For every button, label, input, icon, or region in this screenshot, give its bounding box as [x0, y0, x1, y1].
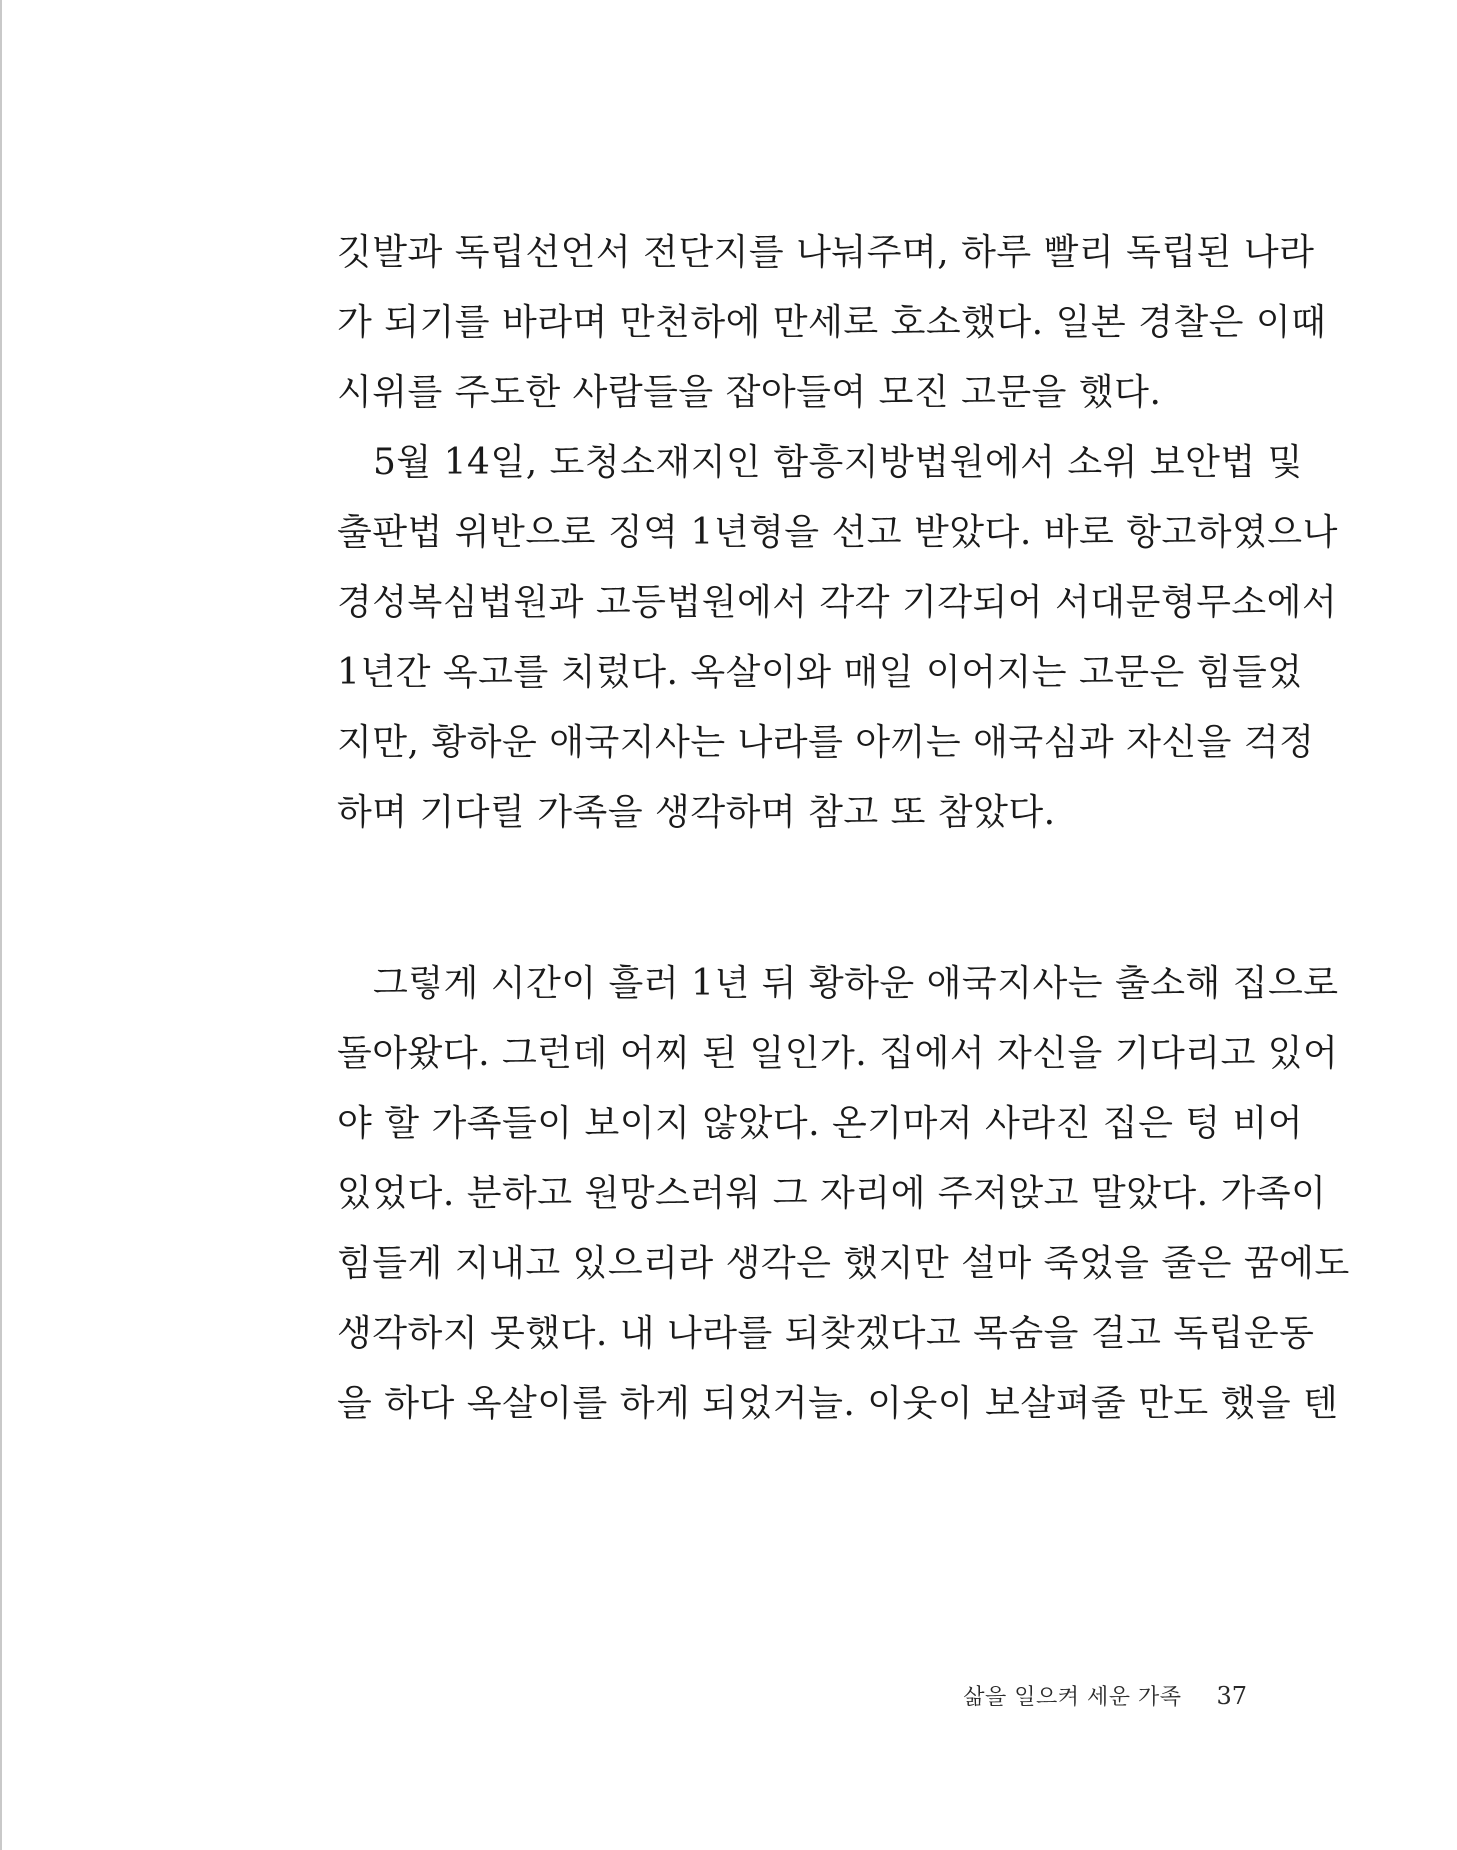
running-title: 삶을 일으켜 세운 가족 — [963, 1685, 1182, 1710]
text-line: 생각하지 못했다. 내 나라를 되찾겠다고 목숨을 걸고 독립운동 — [337, 1313, 1315, 1354]
text-line: 을 하다 옥살이를 하게 되었거늘. 이웃이 보살펴줄 만도 했을 텐 — [337, 1383, 1339, 1424]
page-left-edge — [0, 0, 2, 1850]
page-number: 37 — [1216, 1682, 1247, 1710]
body-text — [337, 218, 1350, 1439]
text-line: 가 되기를 바라며 만천하에 만세로 호소했다. 일본 경찰은 이때 — [337, 302, 1327, 343]
paragraph-2 — [337, 428, 1338, 848]
text-line: 그렇게 시간이 흘러 1년 뒤 황하운 애국지사는 출소해 집으로 — [373, 963, 1339, 1004]
text-line: 시위를 주도한 사람들을 잡아들여 모진 고문을 했다. — [337, 372, 1162, 413]
text-line: 돌아왔다. 그런데 어찌 된 일인가. 집에서 자신을 기다리고 있어 — [337, 1033, 1339, 1074]
text-line: 있었다. 분하고 원망스러워 그 자리에 주저앉고 말았다. 가족이 — [337, 1173, 1327, 1214]
paragraph-1 — [337, 218, 1327, 428]
text-line: 하며 기다릴 가족을 생각하며 참고 또 참았다. — [337, 792, 1056, 833]
text-line: 출판법 위반으로 징역 1년형을 선고 받았다. 바로 항고하였으나 — [337, 512, 1338, 553]
section-break — [337, 848, 1252, 949]
text-line: 1년간 옥고를 치렀다. 옥살이와 매일 이어지는 고문은 힘들었 — [337, 652, 1303, 693]
text-line: 5월 14일, 도청소재지인 함흥지방법원에서 소위 보안법 및 — [373, 442, 1303, 483]
paragraph-3 — [337, 949, 1350, 1439]
text-line: 지만, 황하운 애국지사는 나라를 아끼는 애국심과 자신을 걱정 — [337, 722, 1315, 763]
page-footer — [963, 1681, 1247, 1713]
text-line: 깃발과 독립선언서 전단지를 나눠주며, 하루 빨리 독립된 나라 — [337, 232, 1315, 273]
text-line: 야 할 가족들이 보이지 않았다. 온기마저 사라진 집은 텅 비어 — [337, 1103, 1304, 1144]
text-line: 경성복심법원과 고등법원에서 각각 기각되어 서대문형무소에서 — [337, 582, 1338, 623]
text-line: 힘들게 지내고 있으리라 생각은 했지만 설마 죽었을 줄은 꿈에도 — [337, 1243, 1350, 1284]
